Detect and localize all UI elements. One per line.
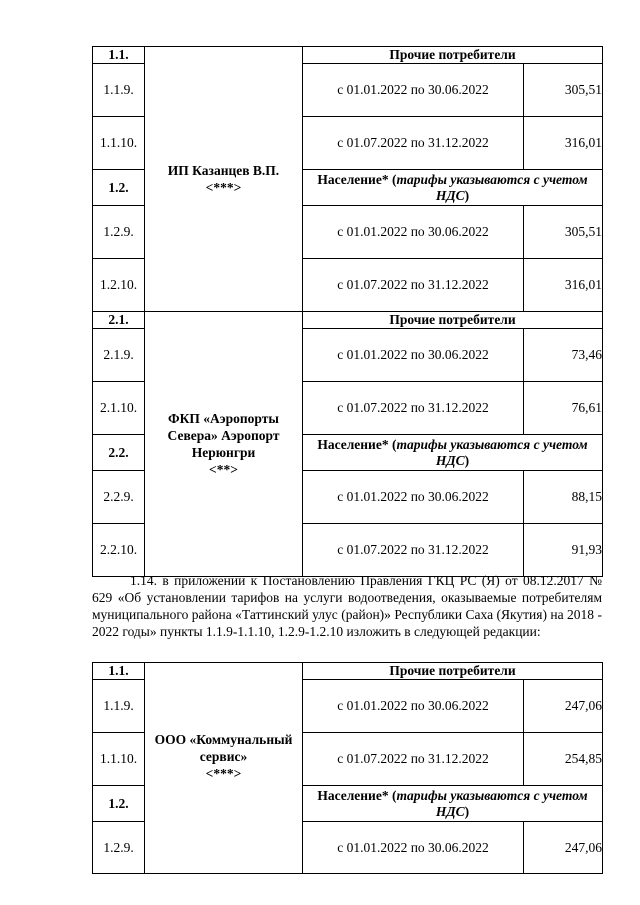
organization-note: <***> [205, 180, 242, 195]
tariff-value: 316,01 [524, 259, 603, 312]
tariff-value: 254,85 [524, 733, 603, 786]
row-code: 1.2.9. [93, 822, 145, 874]
category-header: Население* (тарифы указываются с учетом НДС) [303, 786, 603, 822]
row-code: 1.1.9. [93, 680, 145, 733]
tariff-period: с 01.07.2022 по 31.12.2022 [303, 259, 524, 312]
tariff-value: 73,46 [524, 329, 603, 382]
organization-name: ФКП «Аэропорты Севера» Аэропорт Нерюнгри [167, 411, 280, 460]
tariff-value: 88,15 [524, 471, 603, 524]
tariff-period: с 01.01.2022 по 30.06.2022 [303, 206, 524, 259]
row-code: 1.2.10. [93, 259, 145, 312]
organization-cell [145, 663, 303, 874]
row-code: 1.2. [93, 786, 145, 822]
tariff-value: 247,06 [524, 822, 603, 874]
organization-cell [145, 312, 303, 577]
tariff-value: 305,51 [524, 206, 603, 259]
category-header: Население* (тарифы указываются с учетом НДС) [303, 170, 603, 206]
category-header: Прочие потребители [303, 47, 603, 64]
category-header: Прочие потребители [303, 312, 603, 329]
row-code: 1.1.10. [93, 117, 145, 170]
tariff-period: с 01.07.2022 по 31.12.2022 [303, 382, 524, 435]
tariff-period: с 01.01.2022 по 30.06.2022 [303, 329, 524, 382]
organization-name: ИП Казанцев В.П. [167, 163, 280, 178]
tariff-period: с 01.01.2022 по 30.06.2022 [303, 471, 524, 524]
organization-name: ООО «Коммунальный сервис» [154, 732, 293, 764]
table-row [93, 312, 603, 329]
table-row [93, 47, 603, 64]
category-header: Население* (тарифы указываются с учетом НДС) [303, 435, 603, 471]
organization-cell [145, 47, 303, 312]
row-code: 2.2.10. [93, 524, 145, 577]
tariff-period: с 01.07.2022 по 31.12.2022 [303, 117, 524, 170]
row-code: 2.2.9. [93, 471, 145, 524]
row-code: 2.2. [93, 435, 145, 471]
tariff-value: 316,01 [524, 117, 603, 170]
organization-note: <***> [205, 766, 242, 781]
tariff-value: 305,51 [524, 64, 603, 117]
tariff-table-1 [92, 46, 603, 312]
row-code: 2.1. [93, 312, 145, 329]
row-code: 1.1.10. [93, 733, 145, 786]
row-code: 1.2.9. [93, 206, 145, 259]
tariff-table-3 [92, 662, 603, 874]
table-row [93, 663, 603, 680]
tariff-period: с 01.07.2022 по 31.12.2022 [303, 733, 524, 786]
amendment-paragraph: 1.14. в приложении к Постановлению Правления ГКЦ РС (Я) от 08.12.2017 № 629 «Об установлении тарифов на услуги водоотведения, оказываемые потребителям муниципального района «Таттинский улус (район)» Республики Саха (Якутия) на 2018 - 2022 годы» пункты 1.1.9-1.1.10, 1.2.9-1.2.10 изложить в следующей редакции: [92, 573, 602, 639]
tariff-value: 91,93 [524, 524, 603, 577]
tariff-period: с 01.07.2022 по 31.12.2022 [303, 524, 524, 577]
tariff-value: 247,06 [524, 680, 603, 733]
tariff-table-2 [92, 311, 603, 577]
tariff-period: с 01.01.2022 по 30.06.2022 [303, 822, 524, 874]
tariff-period: с 01.01.2022 по 30.06.2022 [303, 680, 524, 733]
row-code: 1.1. [93, 663, 145, 680]
row-code: 1.1. [93, 47, 145, 64]
tariff-period: с 01.01.2022 по 30.06.2022 [303, 64, 524, 117]
tariff-value: 76,61 [524, 382, 603, 435]
organization-note: <**> [209, 462, 238, 477]
row-code: 2.1.9. [93, 329, 145, 382]
row-code: 1.1.9. [93, 64, 145, 117]
row-code: 2.1.10. [93, 382, 145, 435]
row-code: 1.2. [93, 170, 145, 206]
category-header: Прочие потребители [303, 663, 603, 680]
